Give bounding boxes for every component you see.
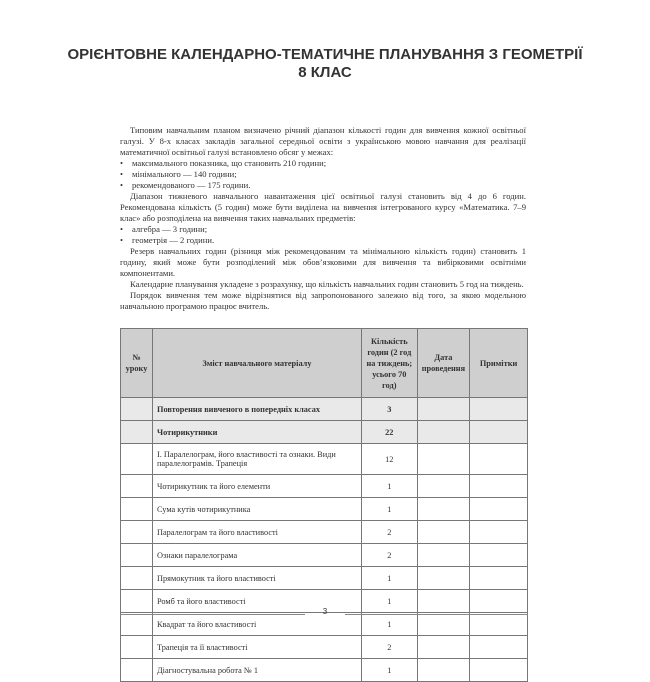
date-cell[interactable] <box>417 636 469 659</box>
date-cell[interactable] <box>417 544 469 567</box>
lesson-number-cell <box>121 567 153 590</box>
bullet-text: алгебра — 3 години; <box>132 224 208 234</box>
topic-cell: Ознаки паралелограма <box>152 544 361 567</box>
notes-cell[interactable] <box>470 475 528 498</box>
table-row <box>121 659 528 682</box>
topic-cell: Повторення вивченого в попередніх класах <box>152 398 361 421</box>
topic-cell: Ромб та його властивості <box>152 590 361 613</box>
hours-cell: 2 <box>361 544 417 567</box>
header-hours: Кількість годин (2 год на тиждень; усього 70 год) <box>361 329 417 398</box>
lesson-number-cell <box>121 398 153 421</box>
hours-cell: 1 <box>361 590 417 613</box>
table-header-row <box>121 329 528 398</box>
date-cell[interactable] <box>417 421 469 444</box>
notes-cell[interactable] <box>470 498 528 521</box>
notes-cell[interactable] <box>470 444 528 475</box>
hours-cell: 3 <box>361 398 417 421</box>
date-cell[interactable] <box>417 475 469 498</box>
topic-cell: Трапеція та її властивості <box>152 636 361 659</box>
notes-cell[interactable] <box>470 521 528 544</box>
hours-cell: 1 <box>361 659 417 682</box>
topic-cell: Прямокутник та його властивості <box>152 567 361 590</box>
lesson-number-cell <box>121 421 153 444</box>
lesson-number-cell <box>121 444 153 475</box>
planning-table <box>120 328 528 682</box>
table-row <box>121 567 528 590</box>
intro-paragraph-1: Типовим навчальним планом визначено річний діапазон кількості годин для вивчення кожної освітньої галузі. У 8-х класах закладів загальної середньої освіти з українською мовою навчання для реалізації математичної освітньої галузі встановлено обсяг у межах: <box>120 125 526 157</box>
table-row <box>121 398 528 421</box>
date-cell[interactable] <box>417 444 469 475</box>
lesson-number-cell <box>121 475 153 498</box>
intro-paragraph-5: Порядок вивчення тем може відрізнятися від запропонованого залежно від того, за якою модельною навчальною програмою працює вчитель. <box>120 290 526 311</box>
table-row <box>121 544 528 567</box>
table-row <box>121 475 528 498</box>
bullet-item: • алгебра — 3 години; <box>120 224 208 234</box>
topic-cell: Сума кутів чотирикутника <box>152 498 361 521</box>
page-title <box>0 46 650 82</box>
header-date: Дата проведення <box>417 329 469 398</box>
notes-cell[interactable] <box>470 636 528 659</box>
notes-cell[interactable] <box>470 398 528 421</box>
topic-cell: Чотирикутник та його елементи <box>152 475 361 498</box>
intro-paragraph-3: Резерв навчальних годин (різниця між рекомендованим та мінімальною кількість годин) становить 1 годину, який може бути розподілений між обов’язковими для вивчення та вибірковими освітніми компонентами. <box>120 246 526 278</box>
hours-cell: 2 <box>361 521 417 544</box>
page-number: 3 <box>322 607 328 616</box>
header-content: Зміст навчального матеріалу <box>152 329 361 398</box>
lesson-number-cell <box>121 659 153 682</box>
intro-paragraph-2: Діапазон тижневого навчального навантаження цієї освітньої галузі становить від 4 до 6 годин. Рекомендована кількість (5 годин) може бути виділена на вивчення інтегрованого курсу «Математика. 7–9 клас» або розподілена на вивчення таких навчальних предметів: <box>120 191 526 223</box>
bullet-text: максимального показника, що становить 210 години; <box>132 158 327 168</box>
topic-cell: Паралелограм та його властивості <box>152 521 361 544</box>
bullet-item: • максимального показника, що становить 210 години; <box>120 158 327 168</box>
bullet-item: • геометрія — 2 години. <box>120 235 215 245</box>
topic-cell: І. Паралелограм, його властивості та ознаки. Види паралелограмів. Трапеція <box>152 444 361 475</box>
date-cell[interactable] <box>417 659 469 682</box>
bullet-item: • рекомендованого — 175 години. <box>120 180 251 190</box>
notes-cell[interactable] <box>470 421 528 444</box>
title-line-1: ОРІЄНТОВНЕ КАЛЕНДАРНО-ТЕМАТИЧНЕ ПЛАНУВАННЯ З ГЕОМЕТРІЇ <box>67 46 583 63</box>
notes-cell[interactable] <box>470 659 528 682</box>
hours-cell: 1 <box>361 498 417 521</box>
table-row <box>121 636 528 659</box>
date-cell[interactable] <box>417 498 469 521</box>
date-cell[interactable] <box>417 521 469 544</box>
bullet-text: геометрія — 2 години. <box>132 235 215 245</box>
title-line-2: 8 КЛАС <box>298 64 352 81</box>
topic-cell: Діагностувальна робота № 1 <box>152 659 361 682</box>
intro-paragraph-4: Календарне планування укладене з розрахунку, що кількість навчальних годин становить 5 год на тиждень. <box>130 279 524 289</box>
header-lesson-number: № уроку <box>121 329 153 398</box>
hours-cell: 22 <box>361 421 417 444</box>
table-row <box>121 498 528 521</box>
date-cell[interactable] <box>417 398 469 421</box>
hours-cell: 1 <box>361 567 417 590</box>
notes-cell[interactable] <box>470 544 528 567</box>
topic-cell: Чотирикутники <box>152 421 361 444</box>
lesson-number-cell <box>121 521 153 544</box>
notes-cell[interactable] <box>470 567 528 590</box>
lesson-number-cell <box>121 498 153 521</box>
date-cell[interactable] <box>417 567 469 590</box>
bullet-item: • мінімального — 140 години; <box>120 169 237 179</box>
intro-text <box>120 125 526 312</box>
header-notes: Примітки <box>470 329 528 398</box>
hours-cell: 1 <box>361 475 417 498</box>
table-row <box>121 444 528 475</box>
table-row <box>121 521 528 544</box>
hours-cell: 12 <box>361 444 417 475</box>
hours-cell: 1 <box>361 613 417 636</box>
bullet-text: рекомендованого — 175 години. <box>132 180 251 190</box>
topic-cell: Квадрат та його властивості <box>152 613 361 636</box>
hours-cell: 2 <box>361 636 417 659</box>
lesson-number-cell <box>121 636 153 659</box>
lesson-number-cell <box>121 544 153 567</box>
footer-rule-right <box>345 614 528 615</box>
bullet-text: мінімального — 140 години; <box>132 169 237 179</box>
table-row <box>121 421 528 444</box>
